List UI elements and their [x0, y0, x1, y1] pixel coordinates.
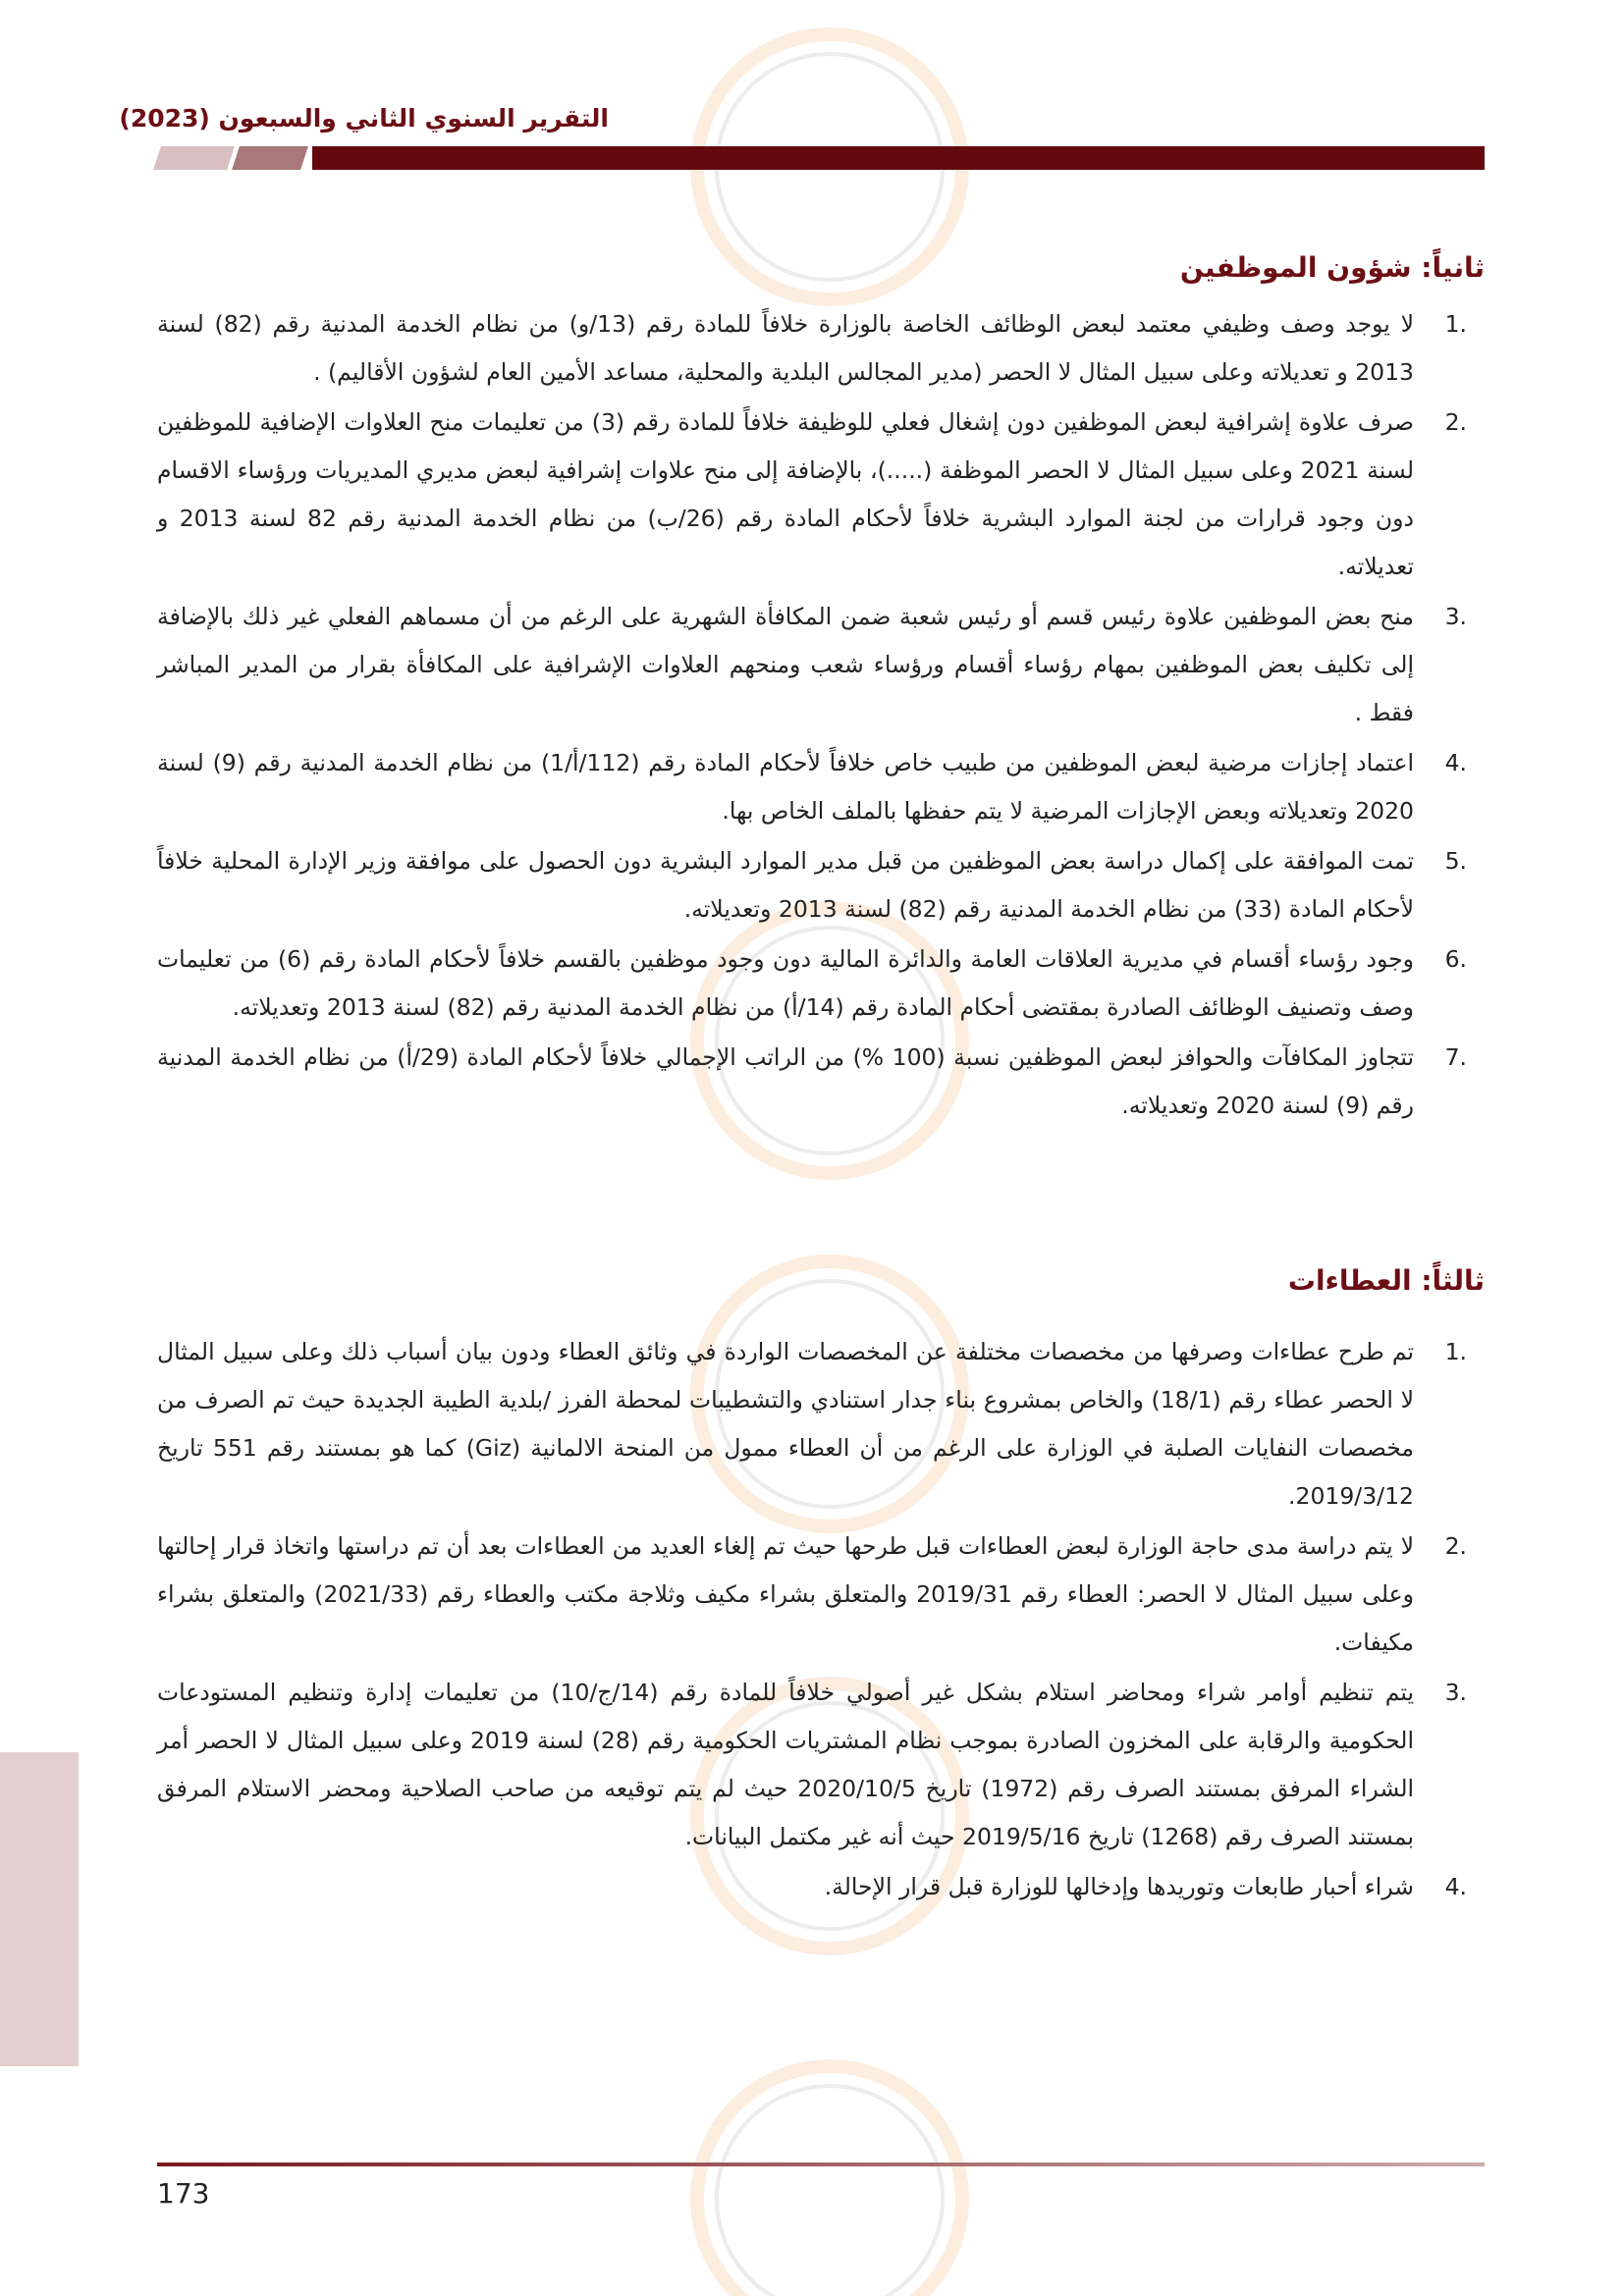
side-tab-marker: [0, 1752, 79, 2066]
header-bar-segment-light: [153, 146, 235, 170]
header-bar-main: [312, 146, 1485, 170]
footer-divider: [157, 2163, 1485, 2166]
section-heading-tenders: ثالثاً: العطاءات: [1287, 1264, 1485, 1297]
section-heading-employees: ثانياً: شؤون الموظفين: [1179, 251, 1485, 284]
list-item: 4. اعتماد إجازات مرضية لبعض الموظفين من طبيب خاص خلافاً لأحكام المادة رقم (112/أ/1) من نظام الخدمة المدنية رقم (9) لسنة 2020 وتعديلاته وبعض الإجازات المرضية لا يتم حفظها بالملف الخاص بها.: [157, 749, 1467, 825]
report-header-title: التقرير السنوي الثاني والسبعون (2023): [119, 104, 609, 133]
list-item: 3. يتم تنظيم أوامر شراء ومحاضر استلام بشكل غير أصولي خلافاً للمادة رقم (14/ج/10) من تعليمات إدارة وتنظيم المستودعات الحكومية والرقابة على المخزون الصادرة بموجب نظام المشتريات الحكومية رقم (28) لسنة 2019 وعلى سبيل المثال لا الحصر أمر الشراء المرفق بمستند الصرف رقم (1972) تاريخ 2020/10/5 حيث لم يتم توقيعه من صاحب الصلاحية ومحضر الاستلام المرفق بمستند الصرف رقم (1268) تاريخ 2019/5/16 حيث أنه غير مكتمل البيانات.: [157, 1679, 1467, 1850]
list-item: 3. منح بعض الموظفين علاوة رئيس قسم أو رئيس شعبة ضمن المكافأة الشهرية على الرغم من أن مسماهم الفعلي غير ذلك بالإضافة إلى تكليف بعض الموظفين بمهام رؤساء أقسام ورؤساء شعب ومنحهم العلاوات الإشرافية على المكافأة بقرار من المدير المباشر فقط .: [157, 603, 1467, 726]
list-item: 2. صرف علاوة إشرافية لبعض الموظفين دون إشغال فعلي للوظيفة خلافاً للمادة رقم (3) من تعليمات منح العلاوات الإضافية للموظفين لسنة 2021 وعلى سبيل المثال لا الحصر الموظفة (.....)، بالإضافة إلى منح علاوات إشرافية لبعض مديري المديريات ورؤساء الاقسام دون وجود قرارات من لجنة الموارد البشرية خلافاً لأحكام المادة رقم (26/ب) من نظام الخدمة المدنية رقم 82 لسنة 2013 و تعديلاته.: [157, 408, 1467, 580]
header-bar-segment-mid: [232, 146, 308, 170]
list-item: 1. تم طرح عطاءات وصرفها من مخصصات مختلفة عن المخصصات الواردة في وثائق العطاء ودون بيان أسباب ذلك وعلى سبيل المثال لا الحصر عطاء رقم (18/1) والخاص بمشروع بناء جدار استنادي والتشطيبات لمحطة الفرز /بلدية الطيبة الجديدة حيث تم الصرف من مخصصات النفايات الصلبة في الوزارة على الرغم من أن العطاء ممول من المنحة الالمانية (Giz) كما هو بمستند رقم 551 تاريخ 2019/3/12.: [157, 1338, 1467, 1510]
list-item: 1. لا يوجد وصف وظيفي معتمد لبعض الوظائف الخاصة بالوزارة خلافاً للمادة رقم (13/و) من نظام الخدمة المدنية رقم (82) لسنة 2013 و تعديلاته وعلى سبيل المثال لا الحصر (مدير المجالس البلدية والمحلية، مساعد الأمين العام لشؤون الأقاليم) .: [157, 310, 1467, 386]
tenders-findings-list: [157, 1328, 1485, 1913]
list-item: 5. تمت الموافقة على إكمال دراسة بعض الموظفين من قبل مدير الموارد البشرية دون الحصول على موافقة وزير الإدارة المحلية خلافاً لأحكام المادة (33) من نظام الخدمة المدنية رقم (82) لسنة 2013 وتعديلاته.: [157, 847, 1467, 923]
list-item: 4. شراء أحبار طابعات وتوريدها وإدخالها للوزارة قبل قرار الإحالة.: [824, 1873, 1467, 1900]
page-number: 173: [157, 2177, 210, 2210]
list-item: 6. وجود رؤساء أقسام في مديرية العلاقات العامة والدائرة المالية دون وجود موظفين بالقسم خلافاً لأحكام المادة رقم (6) من تعليمات وصف وتصنيف الوظائف الصادرة بمقتضى أحكام المادة رقم (14/أ) من نظام الخدمة المدنية رقم (82) لسنة 2013 وتعديلاته.: [157, 945, 1467, 1021]
employees-findings-list: [157, 300, 1485, 1132]
list-item: 2. لا يتم دراسة مدى حاجة الوزارة لبعض العطاءات قبل طرحها حيث تم إلغاء العديد من العطاءات بعد أن تم دراستها واتخاذ قرار إحالتها وعلى سبيل المثال لا الحصر: العطاء رقم 2019/31 والمتعلق بشراء مكيف وثلاجة مكتب والعطاء رقم (2021/33) والمتعلق بشراء مكيفات.: [157, 1532, 1467, 1656]
list-item: 7. تتجاوز المكافآت والحوافز لبعض الموظفين نسبة (100 %) من الراتب الإجمالي خلافاً لأحكام المادة (29/أ) من نظام الخدمة المدنية رقم (9) لسنة 2020 وتعديلاته.: [157, 1043, 1467, 1119]
